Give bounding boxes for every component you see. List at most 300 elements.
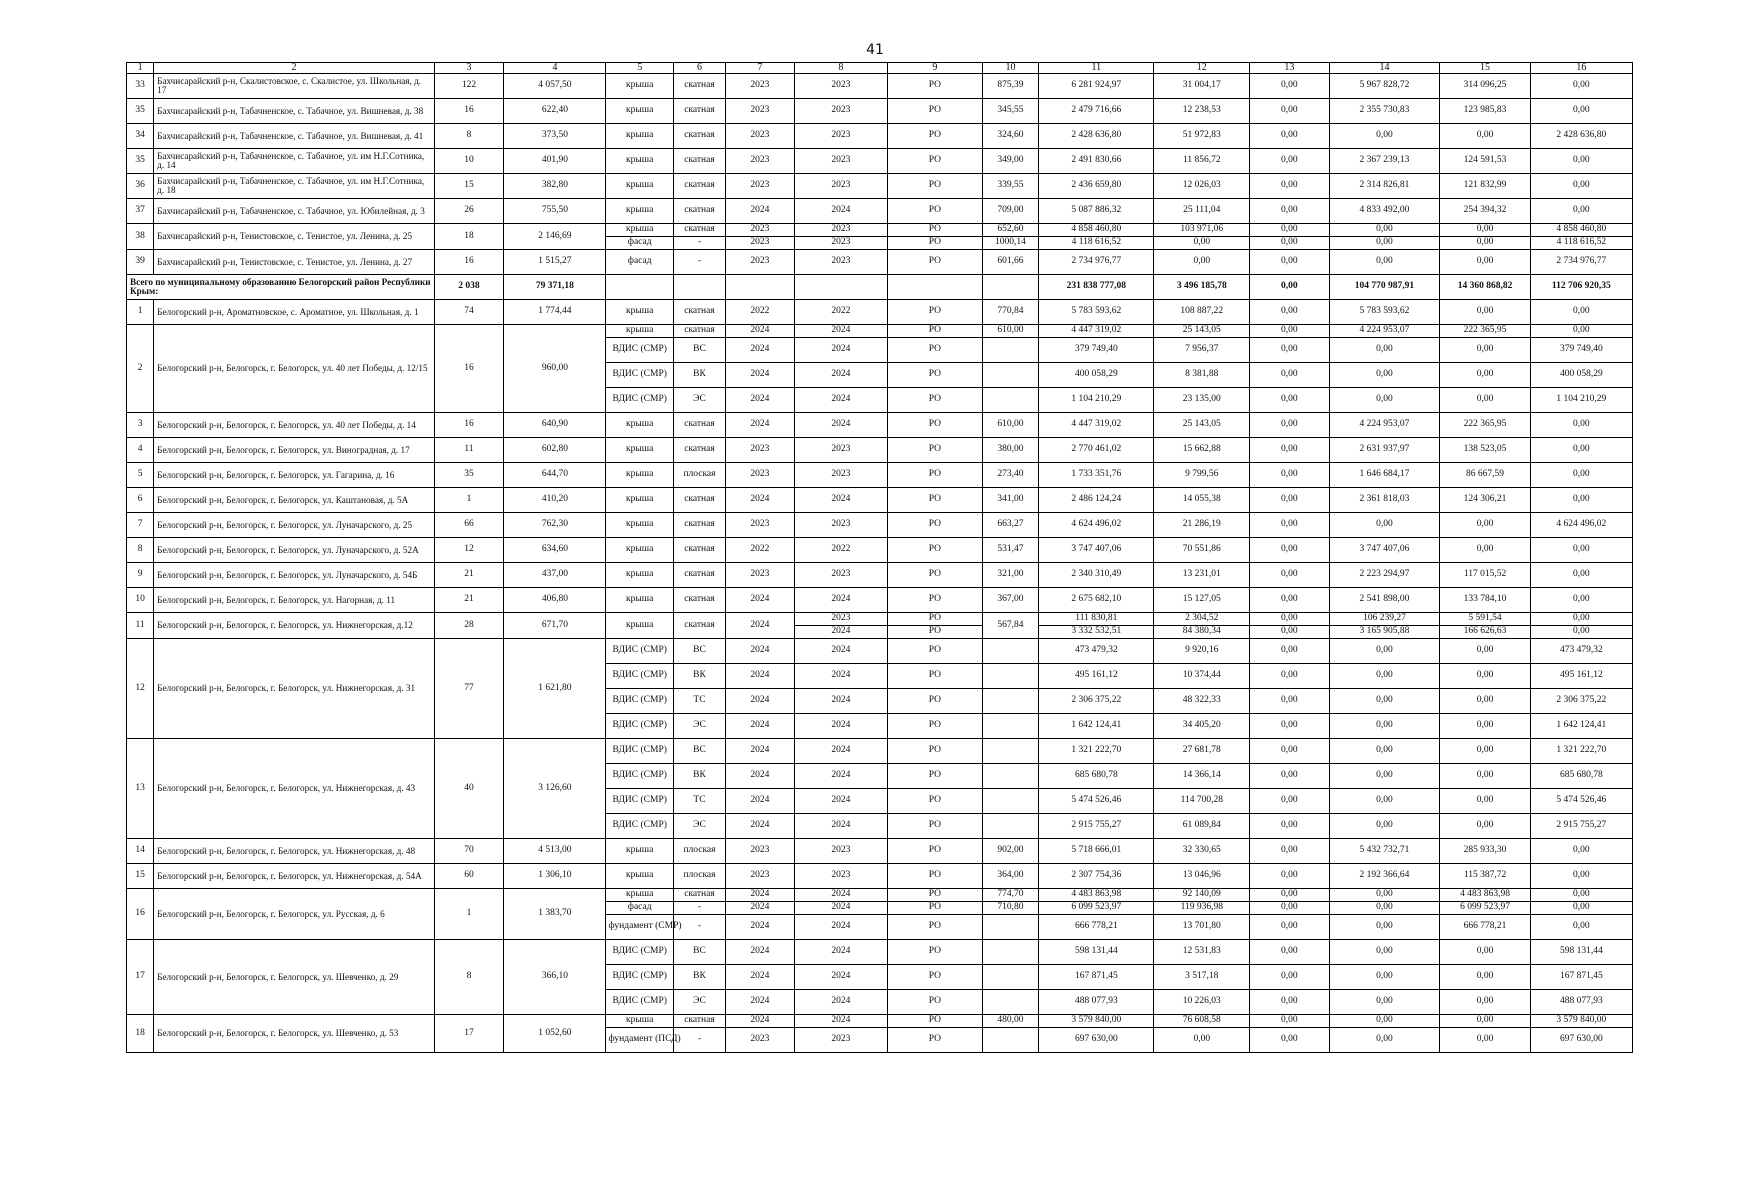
cost-4: 5 967 828,72 <box>1329 74 1440 99</box>
roof-type: ЭС <box>673 714 725 739</box>
plan-year: 2023 <box>726 864 795 889</box>
total-area: 401,90 <box>504 149 606 174</box>
cost-2: 25 143,05 <box>1154 413 1250 438</box>
area: 273,40 <box>982 463 1039 488</box>
year: 2024 <box>794 889 888 902</box>
row-number: 13 <box>127 739 154 839</box>
plan-year: 2023 <box>726 99 795 124</box>
plan-year: 2024 <box>726 1015 795 1028</box>
work-type: ВДИС (СМР) <box>606 814 673 839</box>
cost-2: 70 551,86 <box>1154 538 1250 563</box>
total-cost: 4 447 319,02 <box>1039 325 1154 338</box>
cost-4: 2 192 366,64 <box>1329 864 1440 889</box>
cost-3: 0,00 <box>1250 250 1329 275</box>
work-type: крыша <box>606 149 673 174</box>
apartments-count: 12 <box>434 538 504 563</box>
work-type: ВДИС (СМР) <box>606 639 673 664</box>
total-cost: 2 479 716,66 <box>1039 99 1154 124</box>
plan-year: 2024 <box>726 814 795 839</box>
cost-2: 13 701,80 <box>1154 915 1250 940</box>
area <box>982 915 1039 940</box>
table-row <box>127 463 1633 488</box>
cost-6: 4 858 460,80 <box>1530 224 1632 237</box>
work-type: ВДИС (СМР) <box>606 363 673 388</box>
cost-4: 3 165 905,88 <box>1329 626 1440 639</box>
cost-3: 0,00 <box>1250 689 1329 714</box>
plan-year: 2022 <box>726 538 795 563</box>
cost-4: 4 224 953,07 <box>1329 325 1440 338</box>
total-cost: 1 104 210,29 <box>1039 388 1154 413</box>
year: 2024 <box>794 639 888 664</box>
apartments-count: 8 <box>434 940 504 1015</box>
source: РО <box>888 388 983 413</box>
work-type: ВДИС (СМР) <box>606 739 673 764</box>
year: 2023 <box>794 74 888 99</box>
year: 2024 <box>794 789 888 814</box>
cost-4: 0,00 <box>1329 513 1440 538</box>
cost-5: 0,00 <box>1440 764 1530 789</box>
cost-3: 0,00 <box>1250 275 1329 300</box>
address: Белогорский р-н, Белогорск, г. Белогорск, ул. Луначарского, д. 54Б <box>154 563 435 588</box>
table-row <box>127 889 1633 902</box>
cost-5: 0,00 <box>1440 990 1530 1015</box>
year: 2024 <box>794 764 888 789</box>
roof-type: - <box>673 1028 725 1053</box>
cost-2: 108 887,22 <box>1154 300 1250 325</box>
cost-6: 0,00 <box>1530 839 1632 864</box>
year: 2024 <box>794 990 888 1015</box>
cost-5: 115 387,72 <box>1440 864 1530 889</box>
area: 380,00 <box>982 438 1039 463</box>
total-area: 4 513,00 <box>504 839 606 864</box>
cost-2: 84 380,34 <box>1154 626 1250 639</box>
cost-6: 697 630,00 <box>1530 1028 1632 1053</box>
source: РО <box>888 563 983 588</box>
apartments-count: 17 <box>434 1015 504 1053</box>
area <box>982 338 1039 363</box>
cost-6: 685 680,78 <box>1530 764 1632 789</box>
cost-3: 0,00 <box>1250 965 1329 990</box>
total-area: 2 146,69 <box>504 224 606 250</box>
roof-type: скатная <box>673 174 725 199</box>
cost-6: 0,00 <box>1530 174 1632 199</box>
cost-2: 76 608,58 <box>1154 1015 1250 1028</box>
total-area: 644,70 <box>504 463 606 488</box>
cost-3: 0,00 <box>1250 388 1329 413</box>
source: РО <box>888 764 983 789</box>
source: РО <box>888 300 983 325</box>
address: Белогорский р-н, Белогорск, г. Белогорск, ул. Нижнегорская, д. 43 <box>154 739 435 839</box>
apartments-count: 21 <box>434 563 504 588</box>
area <box>982 789 1039 814</box>
total-area: 1 306,10 <box>504 864 606 889</box>
table-row <box>127 613 1633 626</box>
cost-4: 0,00 <box>1329 1015 1440 1028</box>
year: 2024 <box>794 325 888 338</box>
source: РО <box>888 689 983 714</box>
work-type: фасад <box>606 250 673 275</box>
cost-2: 10 374,44 <box>1154 664 1250 689</box>
total-cost: 2 491 830,66 <box>1039 149 1154 174</box>
cost-6: 0,00 <box>1530 563 1632 588</box>
total-cost: 6 099 523,97 <box>1039 902 1154 915</box>
year: 2024 <box>794 915 888 940</box>
row-number: 33 <box>127 74 154 99</box>
cost-5: 0,00 <box>1440 237 1530 250</box>
cost-4: 0,00 <box>1329 224 1440 237</box>
apartments-count: 10 <box>434 149 504 174</box>
column-header-11: 11 <box>1039 63 1154 74</box>
total-cost: 5 474 526,46 <box>1039 789 1154 814</box>
work-type: ВДИС (СМР) <box>606 965 673 990</box>
apartments-count: 1 <box>434 488 504 513</box>
area <box>982 388 1039 413</box>
cost-5: 124 306,21 <box>1440 488 1530 513</box>
cost-6: 2 306 375,22 <box>1530 689 1632 714</box>
total-cost: 2 734 976,77 <box>1039 250 1154 275</box>
address: Белогорский р-н, Белогорск, г. Белогорск, ул. Нижнегорская, д.12 <box>154 613 435 639</box>
area <box>982 940 1039 965</box>
row-number: 2 <box>127 325 154 413</box>
apartments-count: 35 <box>434 463 504 488</box>
roof-type: скатная <box>673 889 725 902</box>
area: 567,84 <box>982 613 1039 639</box>
roof-type: скатная <box>673 563 725 588</box>
total-cost: 6 281 924,97 <box>1039 74 1154 99</box>
row-number: 18 <box>127 1015 154 1053</box>
table-row <box>127 250 1633 275</box>
total-area: 1 383,70 <box>504 889 606 940</box>
cost-5: 0,00 <box>1440 124 1530 149</box>
cost-2: 15 662,88 <box>1154 438 1250 463</box>
source: РО <box>888 463 983 488</box>
cost-4: 0,00 <box>1329 250 1440 275</box>
row-number: 8 <box>127 538 154 563</box>
cost-6: 2 734 976,77 <box>1530 250 1632 275</box>
roof-type: ВС <box>673 940 725 965</box>
apartments-count: 21 <box>434 588 504 613</box>
roof-type: скатная <box>673 613 725 639</box>
cost-6: 488 077,93 <box>1530 990 1632 1015</box>
column-header-16: 16 <box>1530 63 1632 74</box>
cost-2: 14 366,14 <box>1154 764 1250 789</box>
cost-4: 2 223 294,97 <box>1329 563 1440 588</box>
roof-type: ВС <box>673 338 725 363</box>
plan-year: 2024 <box>726 764 795 789</box>
cost-6: 0,00 <box>1530 199 1632 224</box>
year: 2024 <box>794 689 888 714</box>
cost-3: 0,00 <box>1250 149 1329 174</box>
apartments-count: 8 <box>434 124 504 149</box>
table-row <box>127 639 1633 664</box>
total-area: 373,50 <box>504 124 606 149</box>
total-cost: 666 778,21 <box>1039 915 1154 940</box>
year: 2024 <box>794 965 888 990</box>
cost-4: 0,00 <box>1329 338 1440 363</box>
work-type: ВДИС (СМР) <box>606 990 673 1015</box>
total-area: 1 621,80 <box>504 639 606 739</box>
total-area: 4 057,50 <box>504 74 606 99</box>
address: Белогорский р-н, Белогорск, г. Белогорск, ул. 40 лет Победы, д. 14 <box>154 413 435 438</box>
cost-3: 0,00 <box>1250 363 1329 388</box>
plan-year: 2024 <box>726 714 795 739</box>
area: 902,00 <box>982 839 1039 864</box>
total-cost: 3 332 532,51 <box>1039 626 1154 639</box>
row-number: 12 <box>127 639 154 739</box>
table-row <box>127 124 1633 149</box>
source: РО <box>888 338 983 363</box>
apartments-count: 66 <box>434 513 504 538</box>
total-cost: 2 675 682,10 <box>1039 588 1154 613</box>
area: 770,84 <box>982 300 1039 325</box>
cost-5: 0,00 <box>1440 513 1530 538</box>
cost-6: 0,00 <box>1530 538 1632 563</box>
cost-3: 0,00 <box>1250 588 1329 613</box>
total-area: 1 052,60 <box>504 1015 606 1053</box>
table-row <box>127 413 1633 438</box>
cost-6: 0,00 <box>1530 413 1632 438</box>
work-type: ВДИС (СМР) <box>606 689 673 714</box>
source: РО <box>888 325 983 338</box>
cost-4: 2 367 239,13 <box>1329 149 1440 174</box>
total-cost: 400 058,29 <box>1039 363 1154 388</box>
row-number: 7 <box>127 513 154 538</box>
plan-year: 2024 <box>726 613 795 639</box>
cost-5: 0,00 <box>1440 714 1530 739</box>
cost-3: 0,00 <box>1250 739 1329 764</box>
cost-5: 0,00 <box>1440 538 1530 563</box>
source: РО <box>888 488 983 513</box>
total-area: 410,20 <box>504 488 606 513</box>
cost-5: 0,00 <box>1440 1015 1530 1028</box>
cost-3: 0,00 <box>1250 488 1329 513</box>
year <box>794 275 888 300</box>
address: Бахчисарайский р-н, Табачненское, с. Табачное, ул. Вишневая, д. 38 <box>154 99 435 124</box>
plan-year: 2024 <box>726 199 795 224</box>
cost-5: 666 778,21 <box>1440 915 1530 940</box>
cost-4: 2 631 937,97 <box>1329 438 1440 463</box>
cost-2: 8 381,88 <box>1154 363 1250 388</box>
cost-3: 0,00 <box>1250 463 1329 488</box>
area <box>982 990 1039 1015</box>
apartments-count: 26 <box>434 199 504 224</box>
total-cost: 2 486 124,24 <box>1039 488 1154 513</box>
plan-year: 2023 <box>726 563 795 588</box>
source: РО <box>888 99 983 124</box>
address: Белогорский р-н, Белогорск, г. Белогорск, ул. Русская, д. 6 <box>154 889 435 940</box>
year: 2023 <box>794 99 888 124</box>
source: РО <box>888 626 983 639</box>
cost-6: 0,00 <box>1530 438 1632 463</box>
column-header-2: 2 <box>154 63 435 74</box>
total-cost: 1 733 351,76 <box>1039 463 1154 488</box>
cost-2: 21 286,19 <box>1154 513 1250 538</box>
source: РО <box>888 789 983 814</box>
plan-year: 2024 <box>726 325 795 338</box>
source: РО <box>888 250 983 275</box>
cost-2: 0,00 <box>1154 1028 1250 1053</box>
cost-3: 0,00 <box>1250 789 1329 814</box>
cost-6: 3 579 840,00 <box>1530 1015 1632 1028</box>
area: 345,55 <box>982 99 1039 124</box>
source: РО <box>888 902 983 915</box>
cost-3: 0,00 <box>1250 990 1329 1015</box>
cost-3: 0,00 <box>1250 224 1329 237</box>
address: Белогорский р-н, Белогорск, г. Белогорск, ул. Шевченко, д. 53 <box>154 1015 435 1053</box>
area: 324,60 <box>982 124 1039 149</box>
roof-type: скатная <box>673 124 725 149</box>
cost-5: 86 667,59 <box>1440 463 1530 488</box>
cost-3: 0,00 <box>1250 1028 1329 1053</box>
work-type: ВДИС (СМР) <box>606 940 673 965</box>
table-row <box>127 588 1633 613</box>
address: Белогорский р-н, Белогорск, г. Белогорск, ул. Нижнегорская, д. 48 <box>154 839 435 864</box>
area: 652,60 <box>982 224 1039 237</box>
table-row <box>127 563 1633 588</box>
area: 610,00 <box>982 325 1039 338</box>
apartments-count: 16 <box>434 99 504 124</box>
table-row <box>127 174 1633 199</box>
total-cost: 379 749,40 <box>1039 338 1154 363</box>
roof-type: скатная <box>673 588 725 613</box>
cost-6: 0,00 <box>1530 149 1632 174</box>
total-cost: 5 087 886,32 <box>1039 199 1154 224</box>
year: 2024 <box>794 363 888 388</box>
total-area: 634,60 <box>504 538 606 563</box>
row-number: 37 <box>127 199 154 224</box>
address: Белогорский р-н, Белогорск, г. Белогорск, ул. Луначарского, д. 52А <box>154 538 435 563</box>
area <box>982 814 1039 839</box>
cost-2: 11 856,72 <box>1154 149 1250 174</box>
cost-4: 0,00 <box>1329 124 1440 149</box>
total-cost: 4 858 460,80 <box>1039 224 1154 237</box>
plan-year: 2024 <box>726 689 795 714</box>
roof-type: ЭС <box>673 990 725 1015</box>
cost-6: 379 749,40 <box>1530 338 1632 363</box>
cost-2: 23 135,00 <box>1154 388 1250 413</box>
work-type: крыша <box>606 300 673 325</box>
cost-4: 0,00 <box>1329 388 1440 413</box>
cost-3: 0,00 <box>1250 814 1329 839</box>
total-cost: 2 915 755,27 <box>1039 814 1154 839</box>
cost-2: 0,00 <box>1154 237 1250 250</box>
source: РО <box>888 174 983 199</box>
source: РО <box>888 639 983 664</box>
cost-3: 0,00 <box>1250 839 1329 864</box>
cost-5: 6 099 523,97 <box>1440 902 1530 915</box>
total-cost: 4 447 319,02 <box>1039 413 1154 438</box>
work-type: крыша <box>606 174 673 199</box>
source: РО <box>888 990 983 1015</box>
cost-3: 0,00 <box>1250 714 1329 739</box>
work-type: крыша <box>606 538 673 563</box>
cost-4: 0,00 <box>1329 789 1440 814</box>
plan-year: 2024 <box>726 488 795 513</box>
year: 2023 <box>794 1028 888 1053</box>
plan-year: 2022 <box>726 300 795 325</box>
work-type: крыша <box>606 563 673 588</box>
cost-3: 0,00 <box>1250 237 1329 250</box>
total-cost: 685 680,78 <box>1039 764 1154 789</box>
year: 2024 <box>794 664 888 689</box>
total-cost: 167 871,45 <box>1039 965 1154 990</box>
cost-4: 0,00 <box>1329 915 1440 940</box>
cost-2: 103 971,06 <box>1154 224 1250 237</box>
roof-type: скатная <box>673 538 725 563</box>
cost-5: 0,00 <box>1440 739 1530 764</box>
cost-3: 0,00 <box>1250 864 1329 889</box>
column-header-12: 12 <box>1154 63 1250 74</box>
total-area: 382,80 <box>504 174 606 199</box>
cost-3: 0,00 <box>1250 413 1329 438</box>
cost-4: 0,00 <box>1329 814 1440 839</box>
cost-6: 2 428 636,80 <box>1530 124 1632 149</box>
total-area: 366,10 <box>504 940 606 1015</box>
cost-3: 0,00 <box>1250 940 1329 965</box>
cost-3: 0,00 <box>1250 74 1329 99</box>
apartments-count: 1 <box>434 889 504 940</box>
cost-3: 0,00 <box>1250 563 1329 588</box>
table-row <box>127 149 1633 174</box>
work-type: фасад <box>606 902 673 915</box>
year: 2024 <box>794 739 888 764</box>
cost-4: 106 239,27 <box>1329 613 1440 626</box>
source <box>888 275 983 300</box>
area: 364,00 <box>982 864 1039 889</box>
column-header-7: 7 <box>726 63 795 74</box>
plan-year: 2024 <box>726 739 795 764</box>
cost-3: 0,00 <box>1250 99 1329 124</box>
cost-6: 1 642 124,41 <box>1530 714 1632 739</box>
cost-4: 0,00 <box>1329 1028 1440 1053</box>
source: РО <box>888 149 983 174</box>
area <box>982 664 1039 689</box>
total-cost: 2 770 461,02 <box>1039 438 1154 463</box>
cost-2: 27 681,78 <box>1154 739 1250 764</box>
address: Бахчисарайский р-н, Скалистовское, с. Скалистое, ул. Школьная, д. 17 <box>154 74 435 99</box>
cost-6: 495 161,12 <box>1530 664 1632 689</box>
row-number: 11 <box>127 613 154 639</box>
total-area: 640,90 <box>504 413 606 438</box>
total-cost: 231 838 777,08 <box>1039 275 1154 300</box>
year: 2022 <box>794 300 888 325</box>
column-header-5: 5 <box>606 63 673 74</box>
cost-5: 0,00 <box>1440 689 1530 714</box>
total-area: 960,00 <box>504 325 606 413</box>
cost-2: 12 238,53 <box>1154 99 1250 124</box>
work-type: крыша <box>606 1015 673 1028</box>
cost-4: 2 541 898,00 <box>1329 588 1440 613</box>
address: Бахчисарайский р-н, Табачненское, с. Табачное, ул. им Н.Г.Сотника, д. 14 <box>154 149 435 174</box>
cost-4: 0,00 <box>1329 940 1440 965</box>
table-row <box>127 839 1633 864</box>
roof-type: скатная <box>673 1015 725 1028</box>
year: 2024 <box>794 1015 888 1028</box>
year: 2024 <box>794 588 888 613</box>
plan-year: 2024 <box>726 990 795 1015</box>
area: 663,27 <box>982 513 1039 538</box>
total-cost: 1 321 222,70 <box>1039 739 1154 764</box>
cost-2: 119 936,98 <box>1154 902 1250 915</box>
cost-5: 123 985,83 <box>1440 99 1530 124</box>
total-area: 1 515,27 <box>504 250 606 275</box>
plan-year: 2024 <box>726 639 795 664</box>
area <box>982 363 1039 388</box>
apartments-count: 11 <box>434 438 504 463</box>
column-number-row <box>127 63 1633 74</box>
area <box>982 639 1039 664</box>
source: РО <box>888 363 983 388</box>
